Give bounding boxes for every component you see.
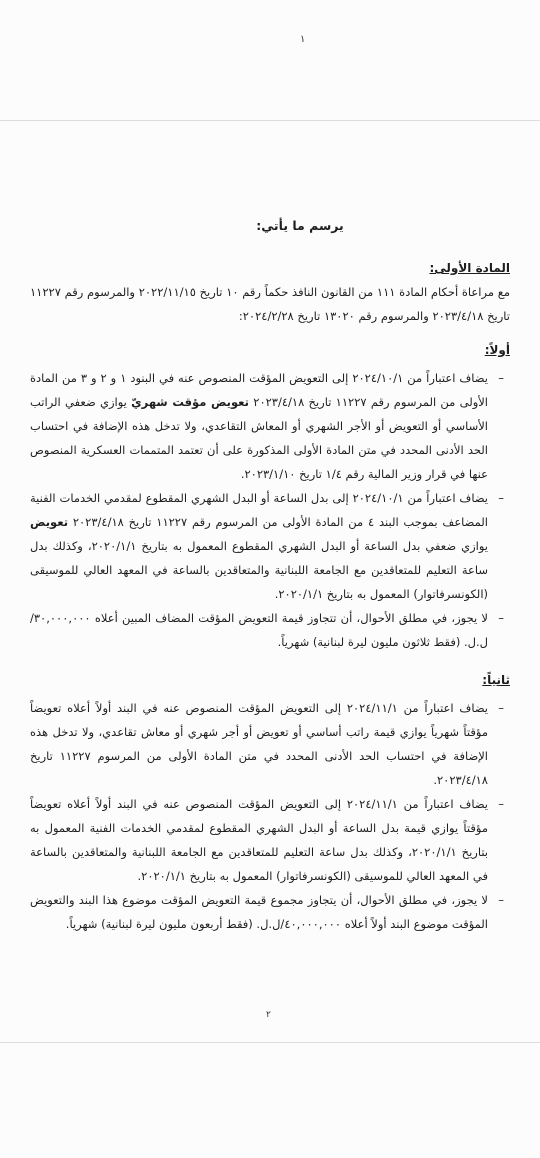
page-number-middle: ٢ [266,1010,271,1020]
bullet-dash: – [498,491,504,505]
item-text: يوازي ضعفي الراتب الأساسي أو التعويض أو الأجر الشهري أو المعاش التقاعدي، ولا تدخل هذه الإضافة في احتساب الحد الأدنى المحدد في متن المادة الأولى المذكورة على أن تعتمد المتممات العسكرية المنصوص عنها في قرار وزير المالية رقم ١/٤ تاريخ ٢٠٢٣/١/١٠. [30,395,488,481]
section-two-item-1 [30,696,510,792]
section-two-item-2 [30,792,510,888]
item-bold-text: تعويض [30,515,69,529]
item-text: يضاف اعتباراً من ٢٠٢٤/١٠/١ إلى التعويض المؤقت المنصوص عنه في البنود ١ و ٢ و ٣ من المادة الأولى من المرسوم رقم ١١٢٢٧ تاريخ ٢٠٢٣/٤/١٨ [30,371,489,409]
section-one-title: أولاً: [484,343,510,357]
item-text: يضاف اعتباراً من ٢٠٢٤/١٠/١ إلى بدل الساعة أو البدل الشهري المقطوع لمقدمي الخدمات الفنية المضاعف بموجب البند ٤ من المادة الأولى من المرسوم رقم ١١٢٢٧ تاريخ ٢٠٢٣/٤/١٨ [30,491,489,529]
item-bold-text: تعويض مؤقت شهريّ [131,395,249,409]
item-text: يضاف اعتباراً من ٢٠٢٤/١١/١ إلى التعويض المؤقت المنصوص عنه في البند أولاً أعلاه تعويضاً مؤقتاً شهرياً يوازي قيمة راتب أساسي أو تعويض أو أجر شهري أو معاش تقاعدي، ولا تدخل هذه الإضافة في احتساب الحد الأدنى المحدد في متن المادة الأولى من المرسوم ١١٢٢٧ تاريخ ٢٠٢٣/٤/١٨. [30,701,488,787]
item-text: يضاف اعتباراً من ٢٠٢٤/١١/١ إلى التعويض المؤقت المنصوص عنه في البند أولاً أعلاه تعويضاً مؤقتاً يوازي قيمة بدل الساعة أو البدل الشهري المقطوع لمقدمي الخدمات الفنية المعمول به بتاريخ ٢٠٢٠/١/١، وكذلك بدل ساعة التعليم للمتعاقدين مع الجامعة اللبنانية والمتعاقدين بالساعة في المعهد العالي للموسيقى (الكونسرفاتوار) المعمول به بتاريخ ٢٠٢٠/١/١. [30,797,488,883]
bullet-dash: – [498,371,504,385]
section-one-item-2 [30,486,510,606]
item-text: لا يجوز، في مطلق الأحوال، أن يتجاوز مجموع قيمة التعويض المؤقت موضوع هذا البند والتعويض المؤقت موضوع البند أولاً أعلاه ٤٠,٠٠٠,٠٠٠/ل.ل. (فقط أربعون مليون ليرة لبنانية) شهرياً. [30,893,488,931]
section-one-item-3 [30,606,510,654]
bullet-dash: – [498,797,504,811]
preamble-paragraph: مع مراعاة أحكام المادة ١١١ من القانون النافذ حكماً رقم ١٠ تاريخ ٢٠٢٢/١١/١٥ والمرسوم رقم ١١٢٢٧ تاريخ ٢٠٢٣/٤/١٨ والمرسوم رقم ١٣٠٢٠ تاريخ ٢٠٢٤/٢/٢٨: [30,285,510,323]
item-text: يوازي ضعفي بدل الساعة أو البدل الشهري المقطوع المعمول به بتاريخ ٢٠٢٠/١/١، وكذلك بدل ساعة التعليم للمتعاقدين مع الجامعة اللبنانية والمتعاقدين بالساعة في المعهد العالي للموسيقى (الكونسرفاتوار) المعمول به بتاريخ ٢٠٢٠/١/١. [30,539,488,601]
item-text: لا يجوز، في مطلق الأحوال، أن تتجاوز قيمة التعويض المؤقت المضاف المبين أعلاه ٣٠,٠٠٠,٠٠٠/ل.ل. (فقط ثلاثون مليون ليرة لبنانية) شهرياً. [30,611,488,649]
page-divider-bottom [0,1042,540,1043]
section-one-item-1 [30,366,510,486]
decree-body [30,214,510,936]
page-number-top: ١ [300,34,306,45]
section-two-title: ثانياً: [482,673,510,687]
section-two-item-3 [30,888,510,936]
bullet-dash: – [498,893,504,907]
bullet-dash: – [498,701,504,715]
decree-line: يرسم ما يأتي: [256,218,344,233]
bullet-dash: – [498,611,504,625]
page-divider-top [0,120,540,121]
article-heading: المادة الأولى: [429,261,510,275]
